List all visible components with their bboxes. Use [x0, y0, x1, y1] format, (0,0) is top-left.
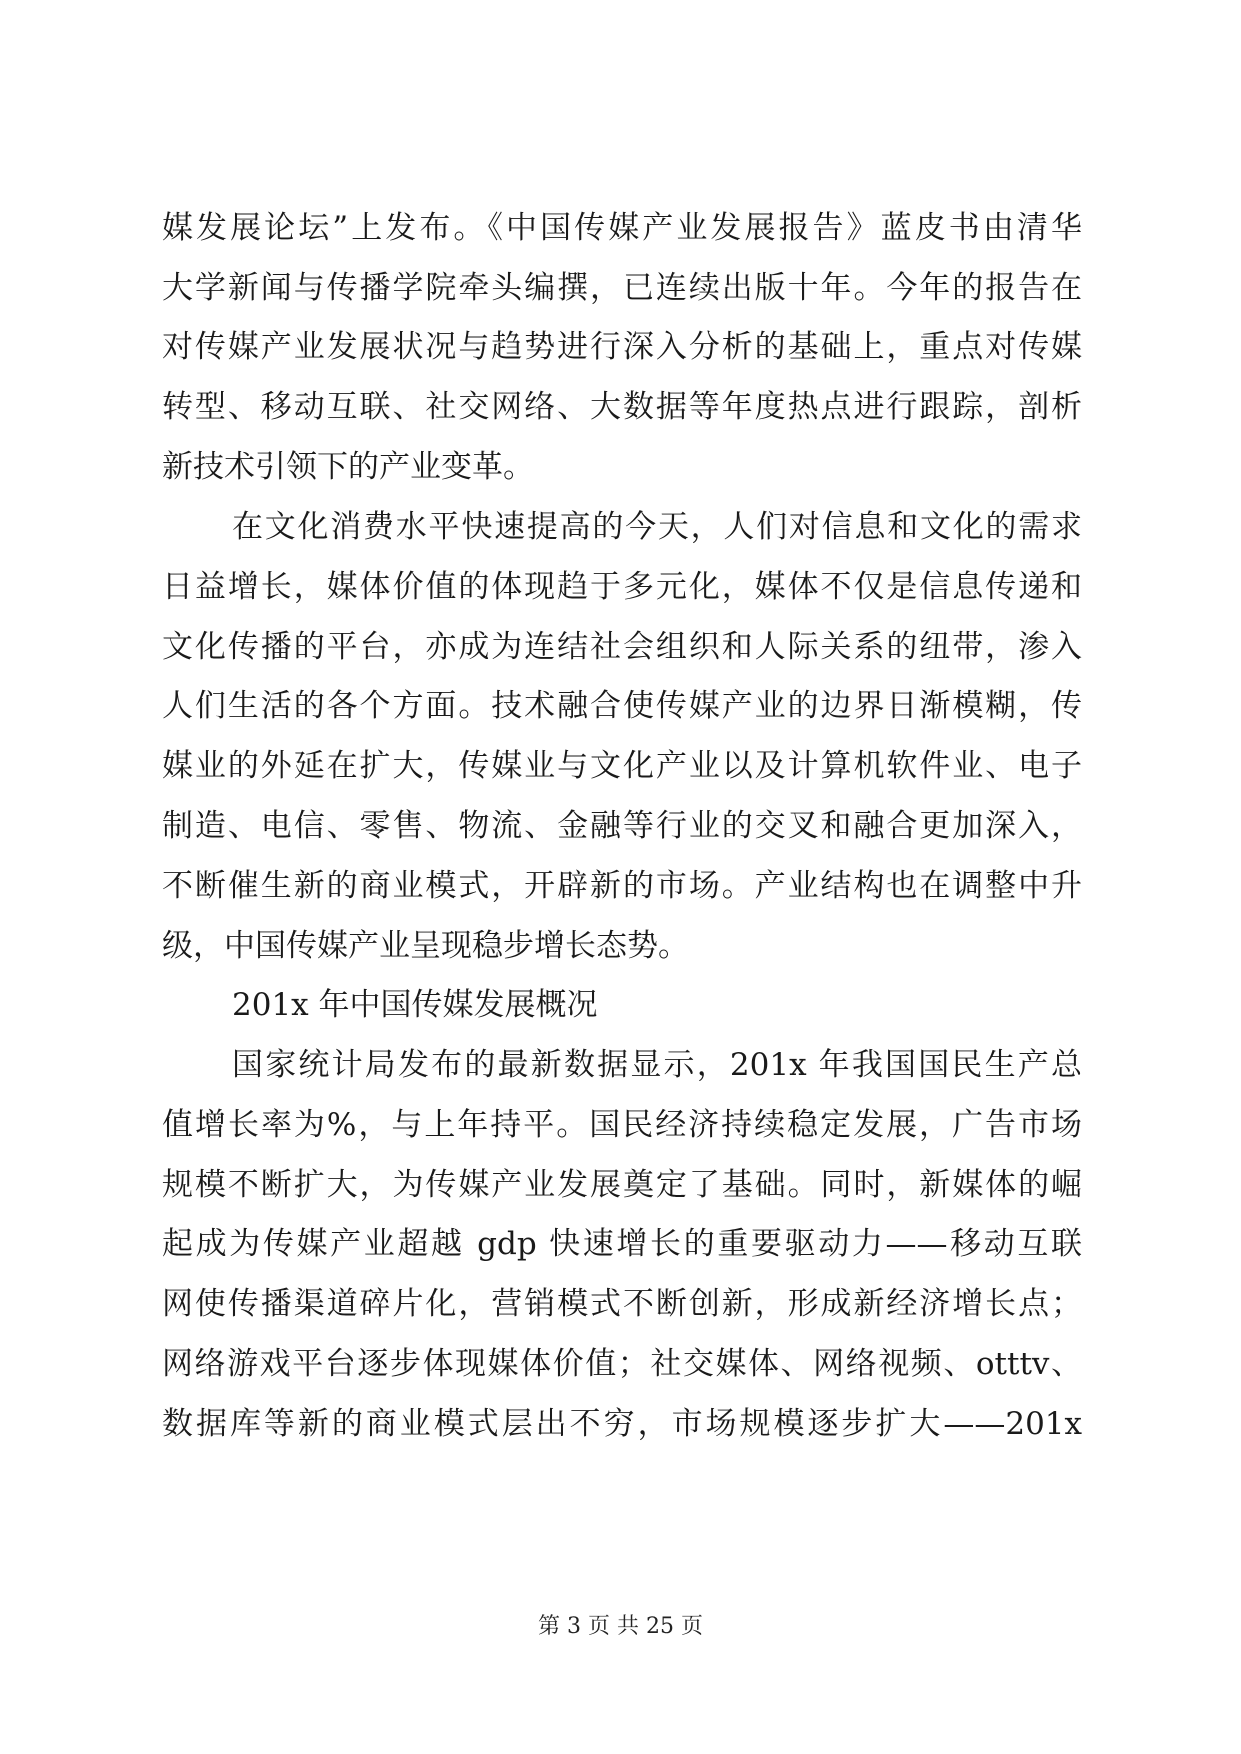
text-line: 数据库等新的商业模式层出不穷，市场规模逐步扩大——201x [162, 1406, 1082, 1442]
text-line: 新技术引领下的产业变革。 [162, 449, 534, 485]
text-line: 转型、移动互联、社交网络、大数据等年度热点进行跟踪，剖析 [162, 389, 1082, 425]
text-line: 对传媒产业发展状况与趋势进行深入分析的基础上，重点对传媒 [162, 329, 1082, 365]
section-heading: 201x 年中国传媒发展概况 [232, 987, 598, 1023]
text-line: 值增长率为%，与上年持平。国民经济持续稳定发展，广告市场 [162, 1107, 1082, 1143]
page-number-footer: 第 3 页 共 25 页 [538, 1614, 703, 1639]
text-line: 级，中国传媒产业呈现稳步增长态势。 [162, 928, 689, 964]
text-line: 制造、电信、零售、物流、金融等行业的交叉和融合更加深入， [162, 808, 1082, 844]
text-line: 文化传播的平台，亦成为连结社会组织和人际关系的纽带，渗入 [162, 629, 1082, 665]
text-line: 网使传播渠道碎片化，营销模式不断创新，形成新经济增长点； [162, 1286, 1082, 1322]
text-line: 人们生活的各个方面。技术融合使传媒产业的边界日渐模糊，传 [162, 688, 1082, 724]
text-line: 日益增长，媒体价值的体现趋于多元化，媒体不仅是信息传递和 [162, 569, 1082, 605]
text-line: 规模不断扩大，为传媒产业发展奠定了基础。同时，新媒体的崛 [162, 1167, 1082, 1203]
text-line: 媒业的外延在扩大，传媒业与文化产业以及计算机软件业、电子 [162, 748, 1082, 784]
paragraph-first-line: 国家统计局发布的最新数据显示，201x 年我国国民生产总 [232, 1047, 1082, 1083]
paragraph-first-line: 在文化消费水平快速提高的今天，人们对信息和文化的需求 [232, 509, 1082, 545]
text-line: 不断催生新的商业模式，开辟新的市场。产业结构也在调整中升 [162, 868, 1082, 904]
text-line: 大学新闻与传播学院牵头编撰，已连续出版十年。今年的报告在 [162, 270, 1082, 306]
text-line: 起成为传媒产业超越 gdp 快速增长的重要驱动力——移动互联 [162, 1226, 1082, 1262]
text-line: 网络游戏平台逐步体现媒体价值；社交媒体、网络视频、otttv、 [162, 1346, 1082, 1382]
text-line: 媒发展论坛”上发布。《中国传媒产业发展报告》蓝皮书由清华 [162, 210, 1082, 246]
